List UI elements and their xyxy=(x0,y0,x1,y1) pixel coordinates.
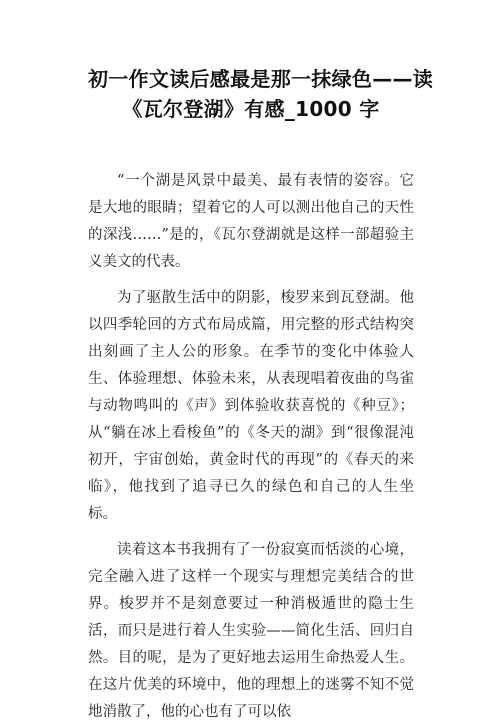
title-line-1: 初一作文读后感最是那一抹绿色——读 xyxy=(88,67,434,91)
document-body xyxy=(88,168,414,726)
document-title xyxy=(88,64,434,124)
paragraph-2: 为了驱散生活中的阴影，梭罗来到瓦登湖。他以四季轮回的方式布局成篇，用完整的形式结构突出刻画了主人公的形象。在季节的变化中体验人生、体验理想、体验未来，从表现唱着夜曲的鸟雀与动物鸣叫的《声》到体验收获喜悦的《种豆》；从“躺在冰上看梭鱼”的《冬天的湖》到“很像混沌初开，宇宙创始，黄金时代的再现”的《春天的来临》，他找到了追寻已久的绿色和自己的人生坐标。 xyxy=(88,290,414,522)
paragraph-1: “一个湖是风景中最美、最有表情的姿容。它是大地的眼睛；望着它的人可以测出他自己的天性的深浅……”是的，《瓦尔登湖就是这样一部超验主义美文的代表。 xyxy=(88,173,414,270)
title-line-2: 《瓦尔登湖》有感_1000 字 xyxy=(122,97,380,121)
paragraph-3: 读着这本书我拥有了一份寂寞而恬淡的心境，完全融入进了这样一个现实与理想完美结合的世界。梭罗并不是刻意要过一种消极遁世的隐士生活，而只是进行着人生实验——简化生活、回归自然。目的呢，是为了更好地去运用生命热爱人生。在这片优美的环境中，他的理想上的迷雾不知不觉地消散了，他的心也有了可以依 xyxy=(88,542,414,720)
